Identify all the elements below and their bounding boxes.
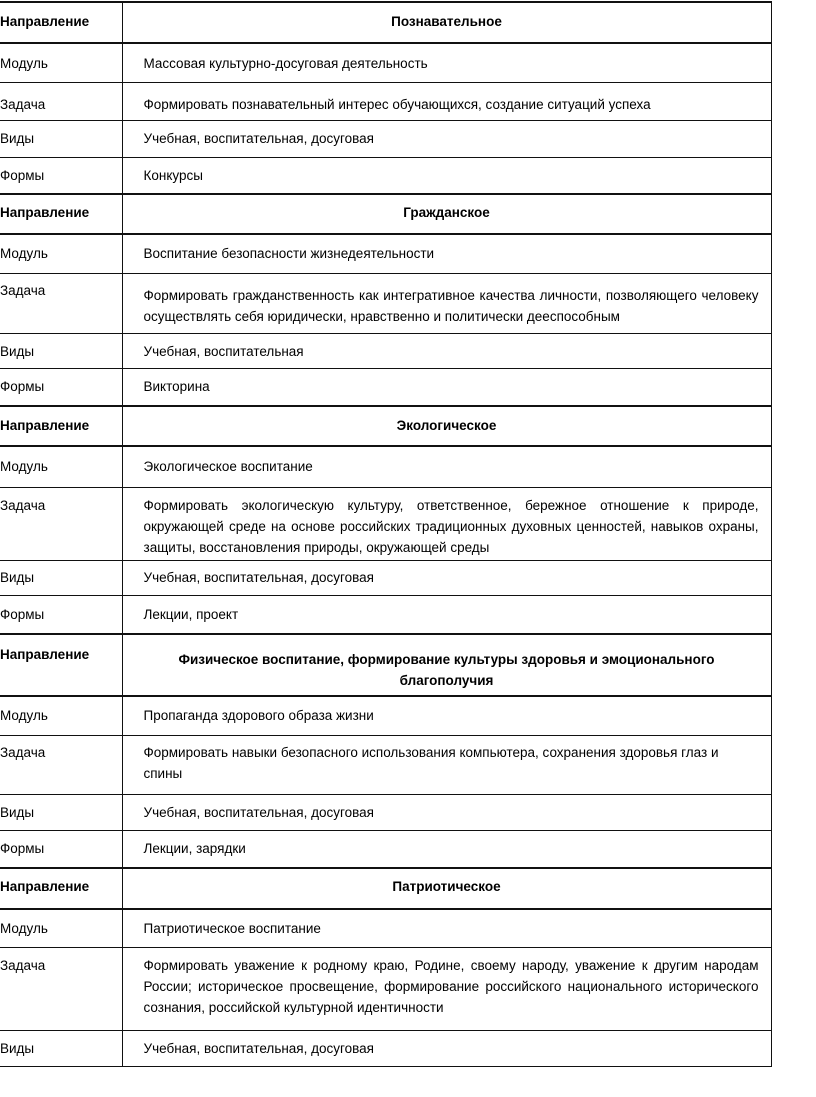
table-row — [0, 43, 771, 82]
table-row — [0, 595, 771, 634]
row-value: Лекции, зарядки — [122, 830, 771, 868]
table-row — [0, 157, 771, 194]
direction-header-row — [0, 194, 771, 234]
table-row — [0, 947, 771, 1030]
table-row — [0, 82, 771, 120]
row-label: Модуль — [0, 696, 122, 735]
row-label: Формы — [0, 830, 122, 868]
direction-label: Направление — [0, 194, 122, 234]
row-value: Учебная, воспитательная, досуговая — [122, 120, 771, 157]
row-label: Формы — [0, 595, 122, 634]
row-value: Экологическое воспитание — [122, 446, 771, 487]
direction-header-row — [0, 406, 771, 446]
row-label: Модуль — [0, 446, 122, 487]
table-row — [0, 560, 771, 595]
row-value: Конкурсы — [122, 157, 771, 194]
table-row — [0, 120, 771, 157]
row-value: Формировать познавательный интерес обучающихся, создание ситуаций успеха — [122, 82, 771, 120]
row-value: Викторина — [122, 368, 771, 406]
row-label: Виды — [0, 560, 122, 595]
row-value: Учебная, воспитательная, досуговая — [122, 560, 771, 595]
table-row — [0, 234, 771, 273]
direction-title: Физическое воспитание, формирование культуры здоровья и эмоционального благополучия — [122, 634, 771, 696]
direction-label: Направление — [0, 406, 122, 446]
direction-header-row — [0, 634, 771, 696]
row-label: Модуль — [0, 909, 122, 947]
table-row — [0, 794, 771, 830]
table-row — [0, 735, 771, 794]
row-value: Воспитание безопасности жизнедеятельности — [122, 234, 771, 273]
table-row — [0, 333, 771, 368]
row-label: Модуль — [0, 234, 122, 273]
row-label: Формы — [0, 157, 122, 194]
row-label: Модуль — [0, 43, 122, 82]
direction-label: Направление — [0, 2, 122, 43]
direction-label: Направление — [0, 634, 122, 696]
row-label: Задача — [0, 273, 122, 333]
table-row — [0, 487, 771, 560]
directions-table — [0, 1, 772, 1067]
direction-header-row — [0, 868, 771, 909]
table-row — [0, 1030, 771, 1066]
row-value: Учебная, воспитательная, досуговая — [122, 794, 771, 830]
table-row — [0, 909, 771, 947]
row-label: Виды — [0, 1030, 122, 1066]
direction-header-row — [0, 2, 771, 43]
direction-title: Познавательное — [122, 2, 771, 43]
table-row — [0, 368, 771, 406]
table-row — [0, 446, 771, 487]
direction-label: Направление — [0, 868, 122, 909]
row-value: Лекции, проект — [122, 595, 771, 634]
row-value: Формировать уважение к родному краю, Родине, своему народу, уважение к другим народам России; историческое просвещение, формирование российского национального исторического сознания, российской культурной идентичности — [122, 947, 771, 1030]
row-value: Формировать экологическую культуру, ответственное, бережное отношение к природе, окружающей среде на основе российских традиционных духовных ценностей, навыков охраны, защиты, восстановления природы, окружающей среды — [122, 487, 771, 560]
row-value: Массовая культурно-досуговая деятельность — [122, 43, 771, 82]
row-label: Виды — [0, 120, 122, 157]
direction-title: Экологическое — [122, 406, 771, 446]
row-label: Виды — [0, 333, 122, 368]
row-value: Формировать навыки безопасного использования компьютера, сохранения здоровья глаз и спины — [122, 735, 771, 794]
row-label: Виды — [0, 794, 122, 830]
table-row — [0, 273, 771, 333]
row-label: Формы — [0, 368, 122, 406]
row-label: Задача — [0, 82, 122, 120]
row-value: Учебная, воспитательная — [122, 333, 771, 368]
row-value: Патриотическое воспитание — [122, 909, 771, 947]
row-label: Задача — [0, 947, 122, 1030]
direction-title: Гражданское — [122, 194, 771, 234]
table-row — [0, 696, 771, 735]
row-value: Учебная, воспитательная, досуговая — [122, 1030, 771, 1066]
row-label: Задача — [0, 735, 122, 794]
table-row — [0, 830, 771, 868]
row-value: Пропаганда здорового образа жизни — [122, 696, 771, 735]
direction-title: Патриотическое — [122, 868, 771, 909]
row-label: Задача — [0, 487, 122, 560]
row-value: Формировать гражданственность как интегративное качества личности, позволяющего человеку осуществлять себя юридически, нравственно и политически дееспособным — [122, 273, 771, 333]
